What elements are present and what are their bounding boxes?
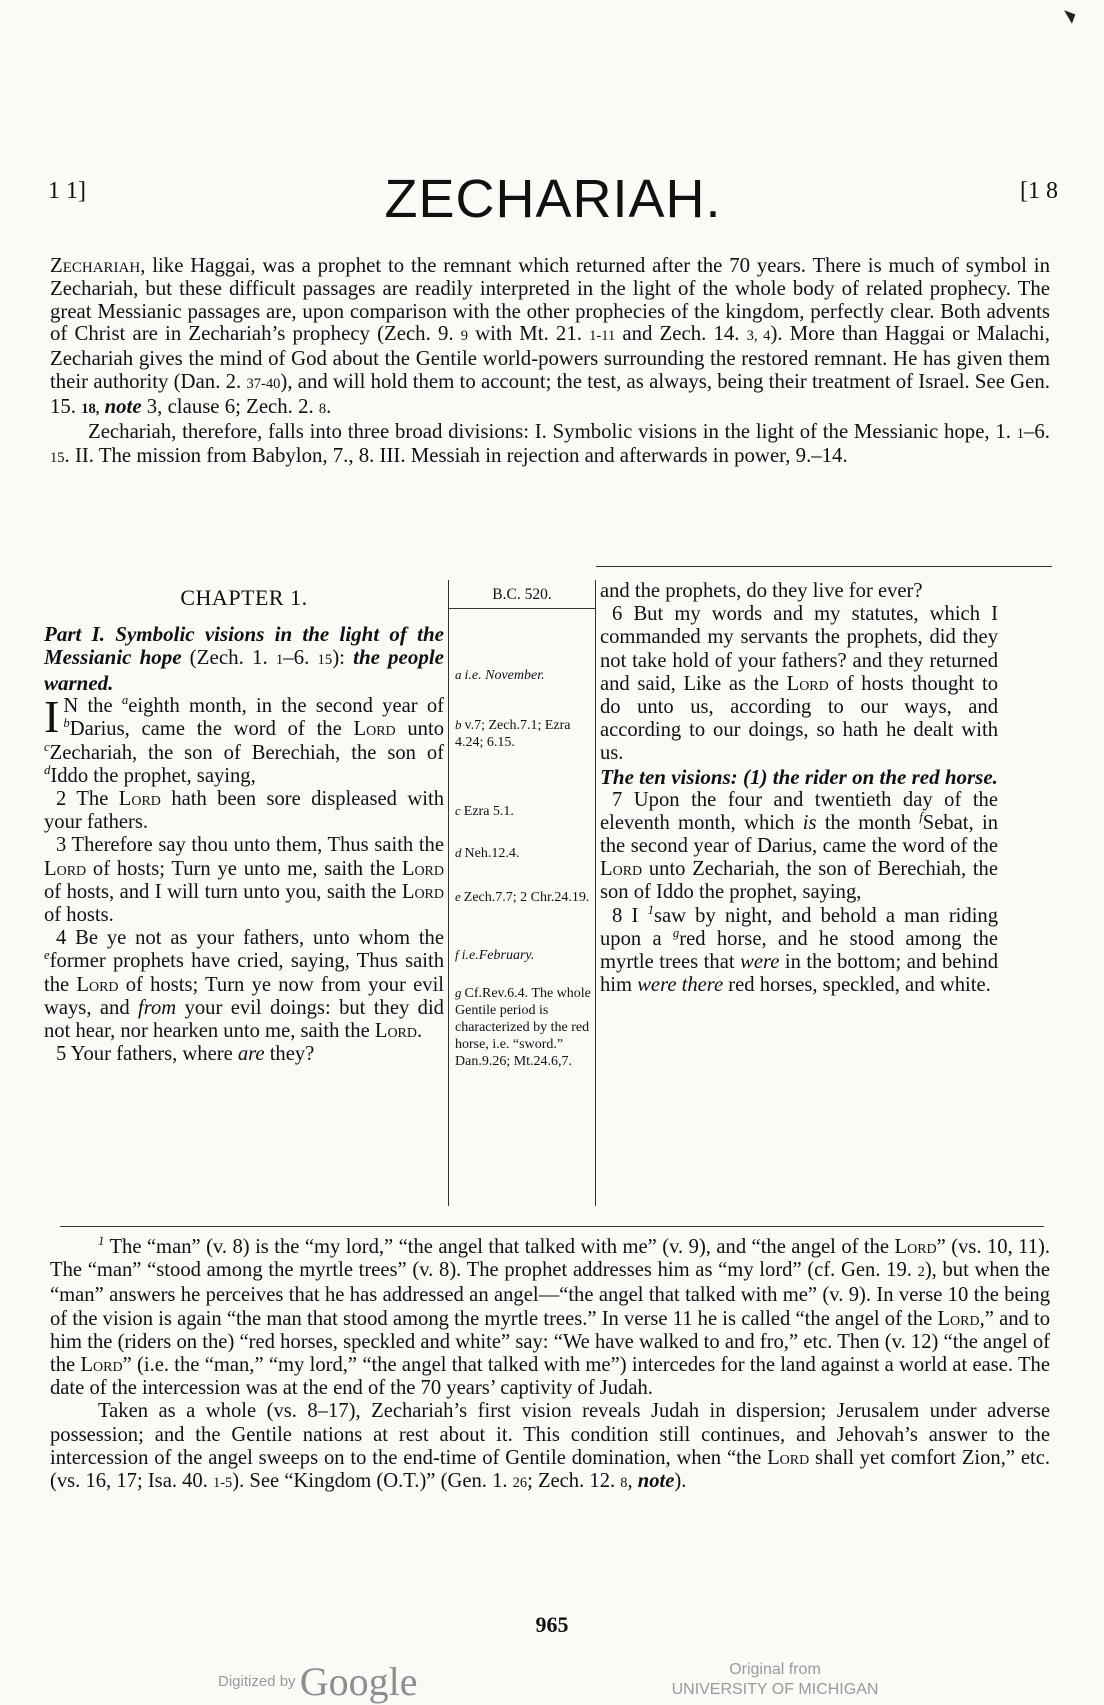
part-heading-ref: –6. xyxy=(283,645,318,670)
intro-text: –6. xyxy=(1024,419,1050,443)
verse-3 xyxy=(44,834,444,927)
italic-word: were there xyxy=(637,974,724,997)
verse-5 xyxy=(44,1043,444,1066)
footnote-text: ), but when the “man” answers he perceives that he has addressed an angel—“the angel that talked with me” (v. 9). In verse 10 the being of the vision is again “the man that stood among the myrtle trees.” In verse 11 he is called “the angel of the xyxy=(50,1259,1050,1330)
marginal-note-text: Cf.Rev.6.4. The whole Gentile period is characterized by the red horse, i.e. “sword.” Dan.9.26; Mt.24.6,7. xyxy=(455,986,591,1069)
verse-text: of hosts; Turn ye now from your evil ways, and xyxy=(44,973,445,1019)
verse-text: 7 Upon the four and twentieth day of the eleventh month, which xyxy=(600,788,998,834)
marginal-note-text: v.7; Zech.7.1; Ezra 4.24; 6.15. xyxy=(455,718,571,750)
header-chapter-verse-left: 1 1] xyxy=(48,178,86,204)
verse-ref: 1-5 xyxy=(213,1475,233,1492)
page-title: ZECHARIAH. xyxy=(384,169,722,229)
verse-ref: 8 xyxy=(620,1475,628,1492)
drop-cap: I xyxy=(44,691,60,743)
italic-word: from xyxy=(138,996,177,1019)
marginal-note-letter: a xyxy=(455,667,462,682)
marginal-marker: b xyxy=(63,716,70,731)
university-label: UNIVERSITY OF MICHIGAN xyxy=(671,1681,879,1698)
marginal-marker: a xyxy=(121,693,129,708)
original-from-label: Original from xyxy=(729,1661,821,1678)
verse-8 xyxy=(600,902,999,998)
verse-ref: 15 xyxy=(317,652,333,669)
verse-ref: 37-40 xyxy=(246,375,281,392)
divine-name: Lord xyxy=(44,857,87,880)
verse-text: Iddo the prophet, saying, xyxy=(50,764,256,787)
divine-name: Lord xyxy=(374,1020,417,1043)
marginal-note xyxy=(455,946,591,964)
verse-5-continued: and the prophets, do they live for ever? xyxy=(600,580,923,602)
divine-name: Lord xyxy=(786,672,829,695)
marginal-note-text: i.e.February. xyxy=(461,948,535,963)
part-heading-ref: ): xyxy=(332,645,354,670)
verse-ref: 8 xyxy=(318,400,327,417)
verse-text: eighth month, in the second year of xyxy=(128,695,444,718)
verse-ref: 1 xyxy=(275,652,284,669)
marginal-marker: c xyxy=(44,739,50,754)
footnote-rule-divider xyxy=(60,1226,1044,1227)
verse-text: the month xyxy=(816,811,920,834)
intro-paragraph-2 xyxy=(50,421,1050,471)
note-ref: note xyxy=(637,1470,675,1493)
verse-text: red horse, and he stood among the myrtle trees that xyxy=(600,927,999,974)
verse-text: 8 I xyxy=(612,904,648,927)
intro-text: Zechariah, therefore, falls into three broad divisions: I. Symbolic visions in the light of the Messianic hope, 1. xyxy=(88,419,1017,443)
verse-text: of hosts thought to do unto us, according to our ways, and according to our doings, so hath he dealt with us. xyxy=(600,672,998,765)
running-header xyxy=(48,168,1058,238)
divine-name: Lord xyxy=(118,788,161,811)
footnote-text: shall yet comfort Zion,” etc. (vs. 16, 17; Isa. 40. xyxy=(50,1446,1050,1493)
verse-1 xyxy=(44,691,444,788)
chapter-heading: CHAPTER 1. xyxy=(180,585,308,610)
italic-word: are xyxy=(237,1043,265,1066)
marginal-note-letter: d xyxy=(455,845,462,860)
header-chapter-verse-right: [1 8 xyxy=(1020,178,1058,204)
italic-word: is xyxy=(802,811,817,834)
note-ref: note xyxy=(104,394,142,418)
verse-ref: 1 xyxy=(1016,425,1024,442)
intro-text: 3, clause 6; Zech. 2. xyxy=(141,394,319,418)
verse-text: they? xyxy=(264,1043,315,1066)
divine-name: Lord xyxy=(767,1446,810,1469)
footnote-text: ,” and to him the (riders on the) “red horses, speckled and white” say: “We have walked to and fro,” etc. Then (v. 12) “the angel of the xyxy=(50,1307,1051,1377)
google-logo: Google xyxy=(299,1659,418,1704)
verse-text: of hosts, and I will turn unto you, saith the xyxy=(44,880,402,903)
page-number: 965 xyxy=(535,1612,569,1637)
verse-ref: 9 xyxy=(460,328,468,345)
divine-name: Lord xyxy=(894,1236,937,1258)
right-text-column xyxy=(600,580,998,997)
verse-ref: 18, xyxy=(81,400,100,417)
marginal-marker: f xyxy=(919,809,923,824)
verse-text: . xyxy=(417,1020,423,1043)
footnote-paragraph-2 xyxy=(50,1400,1050,1495)
marginal-marker: e xyxy=(44,948,50,963)
left-text-column xyxy=(44,580,444,1066)
verse-text: 5 Your fathers, where xyxy=(56,1043,238,1066)
section-heading xyxy=(600,766,998,789)
digitized-by-watermark xyxy=(218,1658,417,1705)
intro-text: with Mt. 21. xyxy=(468,322,590,346)
footnote-text: ). See “Kingdom (O.T.)” (Gen. 1. xyxy=(232,1470,513,1493)
intro-text: and Zech. 14. xyxy=(615,322,747,346)
original-from-watermark xyxy=(655,1660,895,1700)
verse-text: of hosts. xyxy=(44,904,114,927)
divine-name: Lord xyxy=(401,857,444,880)
verse-ref: 1-11 xyxy=(589,328,616,345)
marginal-note-letter: f xyxy=(455,947,459,962)
intro-text: . xyxy=(326,394,332,418)
footnote-number: 1 xyxy=(98,1234,105,1249)
marginal-note-text: Ezra 5.1. xyxy=(463,804,514,819)
marginal-note xyxy=(455,888,591,906)
verse-2 xyxy=(44,788,444,834)
verse-text: unto xyxy=(395,718,444,741)
marginal-note-letter: b xyxy=(455,717,462,732)
marginal-references-column xyxy=(448,580,596,1206)
footnote-text: ; Zech. 12. xyxy=(527,1470,621,1493)
verse-text: 2 The xyxy=(56,788,119,811)
intro-text: ). More than Haggai or Malachi, Zechariah gives the mind of God about the Gentile world-powers surrounding the restored remnant. He has given them their authority (Dan. 2. xyxy=(50,322,1050,393)
part-heading-subtitle: the people warned. xyxy=(44,645,445,696)
marginal-note-letter: e xyxy=(455,889,461,904)
verse-ref: 3, 4 xyxy=(746,328,771,345)
footnote-text: ). xyxy=(674,1470,687,1493)
top-rule-divider xyxy=(596,566,1052,567)
intro-book-name: Zechariah xyxy=(50,254,141,277)
verse-text: in the bottom; and behind him xyxy=(600,951,998,997)
date-label: B.C. 520. xyxy=(449,580,595,609)
footnote-text: ” (i.e. the “man,” “my lord,” “the angel that talked with me”) intercedes for the land against a world at ease. The date of the intercession was at the end of the 70 years’ captivity of Judah. xyxy=(50,1354,1050,1400)
divine-name: Lord xyxy=(353,718,396,741)
verse-6 xyxy=(600,603,998,765)
verse-text: Darius, came the word of the xyxy=(69,718,354,741)
part-heading xyxy=(44,623,444,695)
divine-name: Lord xyxy=(80,1354,123,1377)
marginal-note xyxy=(455,984,591,1070)
marginal-note xyxy=(455,844,591,862)
verse-text: hath been sore displeased with your fathers. xyxy=(44,788,444,834)
verse-text: your evil doings: but they did not hear, nor hearken unto me, saith the xyxy=(44,996,444,1043)
verse-text: former prophets have cried, saying, Thus saith the xyxy=(44,950,444,996)
marginal-note-letter: c xyxy=(455,803,461,818)
divine-name: Lord xyxy=(76,973,119,996)
marginal-note-text: i.e. November. xyxy=(464,668,545,683)
verse-ref: 26 xyxy=(512,1475,528,1492)
verse-text: of hosts; Turn ye unto me, saith the xyxy=(86,857,402,880)
italic-word: were xyxy=(740,951,780,974)
footnote-text: , xyxy=(627,1470,638,1493)
footnote-text: The “man” (v. 8) is the “my lord,” “the angel that talked with me” (v. 9), and “the angel of the xyxy=(104,1236,895,1258)
book-introduction xyxy=(50,255,1050,470)
verse-text: 6 But my words and my statutes, which I commanded my servants the prophets, did they not take hold of your fathers? and they returned and said, Like as the xyxy=(600,603,998,695)
intro-paragraph-1 xyxy=(50,255,1050,421)
marginal-note xyxy=(455,802,591,820)
verse-text: 3 Therefore say thou unto them, Thus saith the xyxy=(56,834,444,857)
intro-text: , like Haggai, was a prophet to the remnant which returned after the 70 years. There is much of symbol in Zechariah, but these difficult passages are readily interpreted in the light of the whole body of related prophecy. The great Messianic passages are, upon comparison with the other prophecies of the kingdom, perfectly clear. Both advents of Christ are in Zechariah’s prophecy (Zech. 9. xyxy=(50,254,1050,346)
intro-text: ), and will hold them to account; the test, as always, being their treatment of Israel. See Gen. 15. xyxy=(50,369,1050,418)
marginal-note xyxy=(455,716,591,751)
divine-name: Lord xyxy=(401,880,444,903)
verse-4 xyxy=(44,927,444,1043)
footnote-paragraph-1 xyxy=(50,1236,1050,1400)
verse-7 xyxy=(600,789,998,905)
footnote xyxy=(50,1236,1050,1495)
footnote-marker: 1 xyxy=(647,902,654,917)
section-heading-subtitle: the rider on the red horse. xyxy=(772,764,998,789)
digitized-label: Digitized by xyxy=(218,1673,300,1690)
verse-text: red horses, speckled, and white. xyxy=(723,974,991,997)
divine-name: Lord xyxy=(600,858,643,881)
marginal-marker: d xyxy=(44,762,51,777)
verse-ref: 15 xyxy=(50,450,65,467)
verse-text: Sebat, in the second year of Darius, came the word of the xyxy=(600,811,998,858)
footnote-text: Taken as a whole (vs. 8–17), Zechariah’s first vision reveals Judah in dispersion; Jerusalem under adverse possession; and the Gentile nations at rest about it. This condition still continues, and Jehovah’s answer to the intercession of the angel sweeps on to the end-time of Gentile domination, when “the xyxy=(50,1400,1050,1469)
part-heading-ref: (Zech. 1. xyxy=(181,645,276,670)
verse-text: unto Zechariah, the son of Berechiah, the son of Iddo the prophet, saying, xyxy=(600,858,998,904)
intro-text: . II. The mission from Babylon, 7., 8. III. Messiah in rejection and afterwards in power, 9.–14. xyxy=(64,444,848,468)
marginal-note xyxy=(455,666,591,684)
corner-mark-icon xyxy=(1061,10,1076,24)
marginal-note-letter: g xyxy=(455,985,462,1000)
marginal-marker: g xyxy=(672,925,680,940)
section-heading-title: The ten visions: (1) xyxy=(600,764,773,789)
marginal-note-text: Zech.7.7; 2 Chr.24.19. xyxy=(463,890,590,905)
divine-name: Lord xyxy=(937,1307,980,1330)
footnote-text: ” (vs. 10, 11). The “man” “stood among the myrtle trees” (v. 8). The prophet addresses him as “my lord” (cf. Gen. 19. xyxy=(50,1236,1050,1282)
verse-ref: 2 xyxy=(917,1264,925,1281)
marginal-note-text: Neh.12.4. xyxy=(464,846,520,861)
verse-text: saw by night, and behold a man riding upon a xyxy=(600,904,999,950)
verse-text: Zechariah, the son of Berechiah, the son of xyxy=(49,741,444,764)
part-heading-title: Part I. Symbolic visions in the light of the Messianic hope xyxy=(44,622,444,670)
verse-text: 4 Be ye not as your fathers, unto whom the xyxy=(56,927,444,950)
verse-text: N the xyxy=(63,695,122,718)
